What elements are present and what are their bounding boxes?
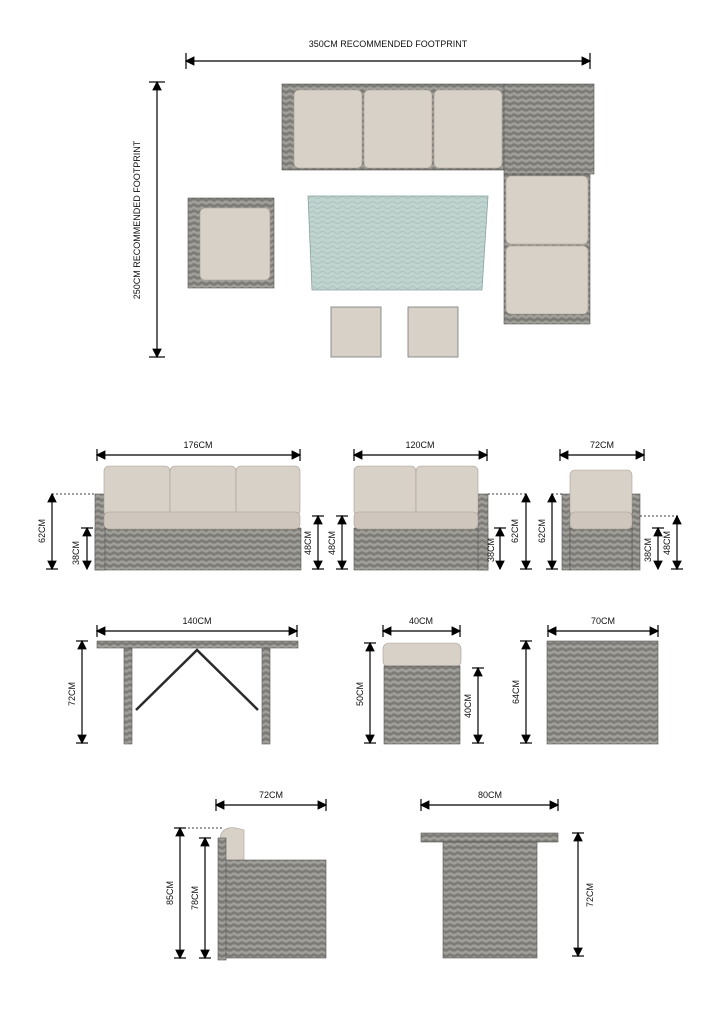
dining-table-front bbox=[67, 616, 298, 744]
armchair-front bbox=[537, 440, 683, 570]
corner-unit-top-view bbox=[504, 84, 594, 174]
table-top-view bbox=[511, 616, 658, 744]
footprint-width-label: 350CM RECOMMENDED FOOTPRINT bbox=[308, 39, 468, 49]
armchair-height-label: 62CM bbox=[537, 518, 547, 544]
footprint-top-view bbox=[132, 39, 594, 357]
table-top-depth-label: 64CM bbox=[511, 679, 521, 705]
armchair-width-label: 72CM bbox=[589, 440, 615, 450]
side-table-width-label: 80CM bbox=[477, 790, 503, 800]
footstool-front bbox=[355, 616, 484, 744]
armchair-seat-label-left: 38CM bbox=[643, 537, 653, 563]
two-seat-width-label: 120CM bbox=[405, 440, 435, 450]
two-seat-seat-label-left: 48CM bbox=[327, 530, 337, 556]
armchair-top-view bbox=[188, 198, 274, 288]
footstool-top-view-1 bbox=[331, 307, 381, 357]
sofa-top-view bbox=[282, 84, 504, 170]
dining-table-width-label: 140CM bbox=[182, 616, 212, 626]
three-seat-seat-label-right: 48CM bbox=[303, 530, 313, 556]
two-seat-height-label: 62CM bbox=[510, 518, 520, 544]
footstool-height-label: 50CM bbox=[355, 681, 365, 707]
table-top-width-label: 70CM bbox=[590, 616, 616, 626]
footstool-top-view-2 bbox=[408, 307, 458, 357]
armchair-side bbox=[165, 790, 326, 960]
three-seat-sofa-front bbox=[37, 440, 324, 570]
armchair-side-depth-label: 72CM bbox=[258, 790, 284, 800]
footstool-frame-height-label: 40CM bbox=[463, 693, 473, 719]
footstool-width-label: 40CM bbox=[408, 616, 434, 626]
two-seat-seat-label-right: 38CM bbox=[486, 537, 496, 563]
footprint-depth-label: 250CM RECOMMENDED FOOTPRINT bbox=[132, 140, 142, 300]
three-seat-height-label: 62CM bbox=[37, 518, 47, 544]
two-seat-sofa-front bbox=[327, 440, 532, 570]
three-seat-seat-label-left: 38CM bbox=[71, 540, 81, 566]
dining-table-height-label: 72CM bbox=[67, 681, 77, 707]
armchair-seat-label-right: 48CM bbox=[662, 530, 672, 556]
coffee-table-top-view bbox=[308, 196, 488, 290]
armchair-side-height-label: 85CM bbox=[165, 880, 175, 906]
side-table-height-label: 72CM bbox=[585, 882, 595, 908]
two-seat-sofa-top-view bbox=[504, 174, 590, 324]
three-seat-width-label: 176CM bbox=[183, 440, 213, 450]
side-table-front bbox=[421, 790, 595, 958]
armchair-side-arm-label: 78CM bbox=[190, 885, 200, 911]
